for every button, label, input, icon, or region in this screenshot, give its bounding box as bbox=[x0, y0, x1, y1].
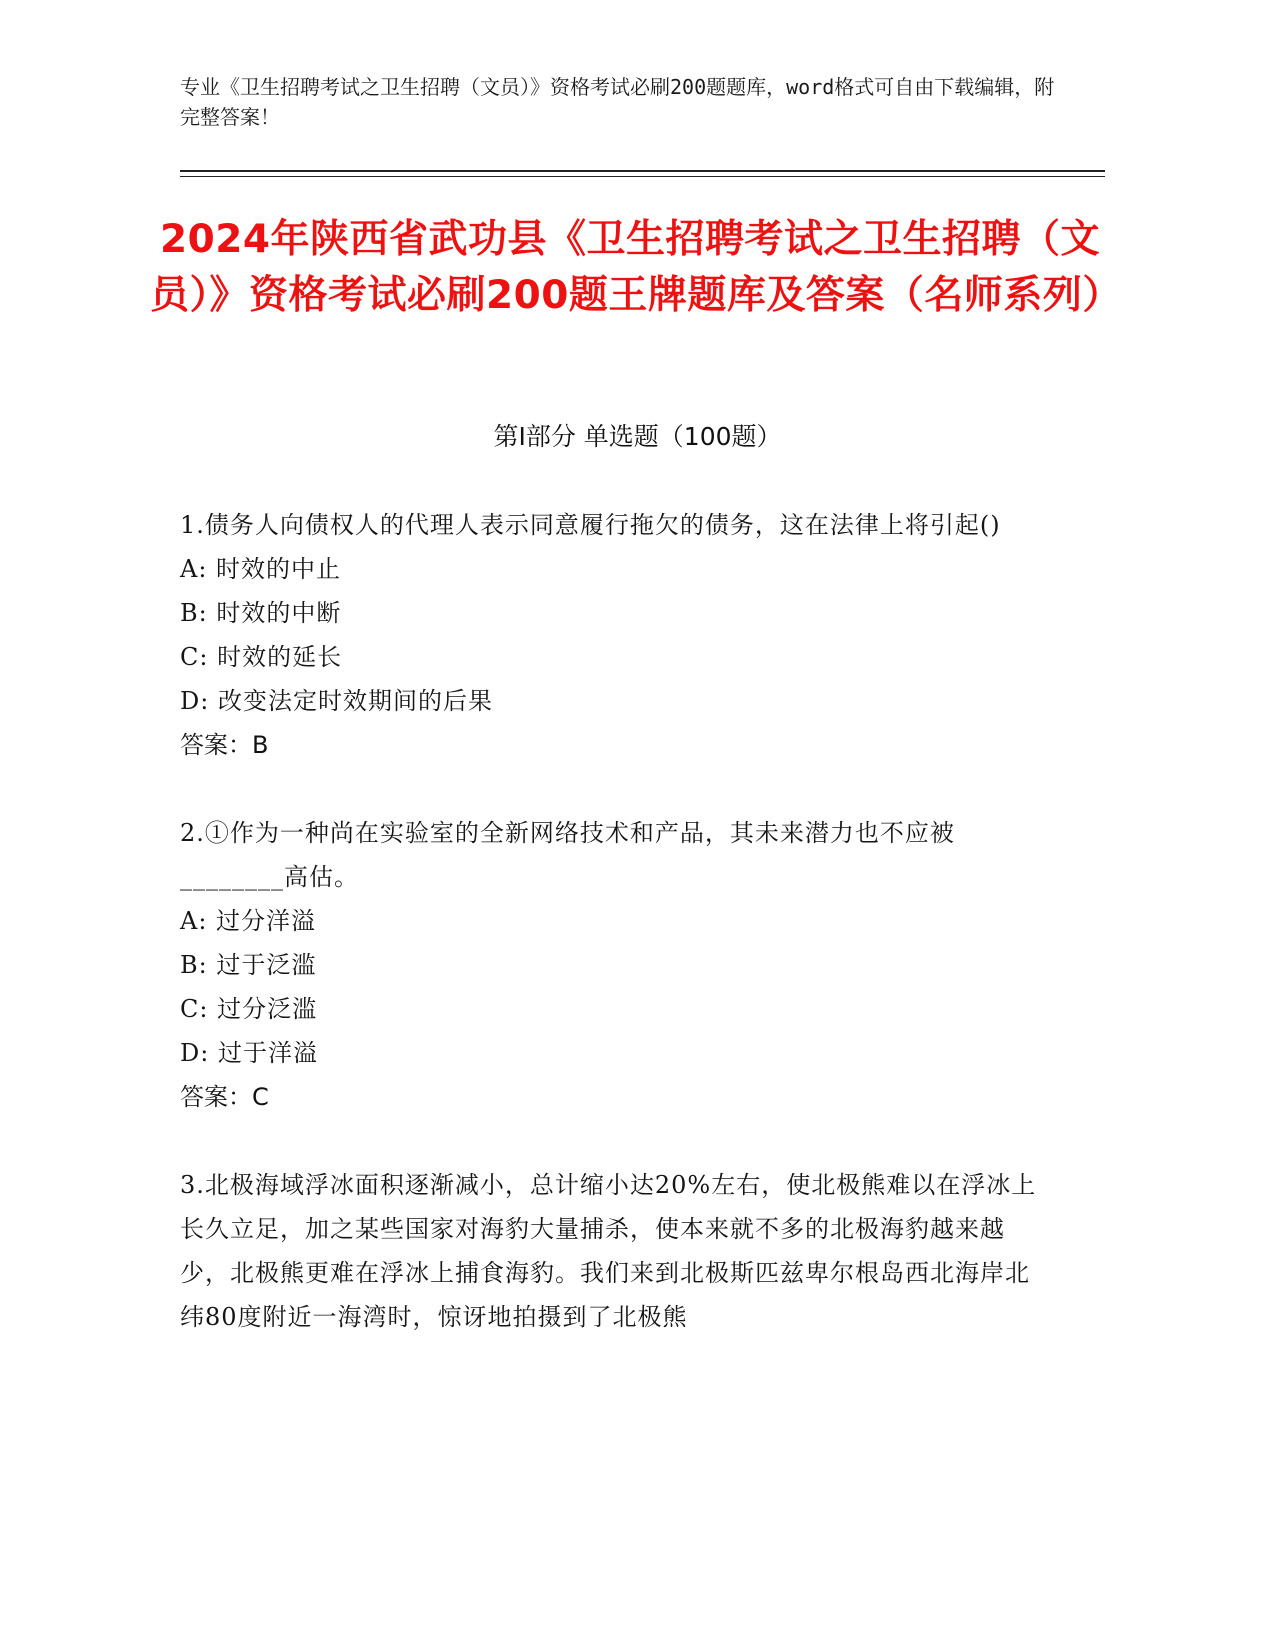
question-item bbox=[180, 503, 1040, 767]
question-list bbox=[180, 503, 1040, 1383]
question-item bbox=[180, 1163, 1040, 1339]
question-item bbox=[180, 811, 1040, 1119]
answer-line: 答案：B bbox=[180, 731, 269, 759]
document-title: 2024年陕西省武功县《卫生招聘考试之卫生招聘（文员）》资格考试必刷200题王牌题库及答案（名师系列） bbox=[150, 217, 1122, 318]
option-c: C: 过分泛滥 bbox=[180, 995, 318, 1023]
header-divider-thin bbox=[180, 176, 1105, 177]
option-a: A: 过分洋溢 bbox=[180, 907, 317, 935]
question-stem: 1.债务人向债权人的代理人表示同意履行拖欠的债务，这在法律上将引起() bbox=[180, 511, 1001, 539]
section-heading: 第Ⅰ部分 单选题（100题） bbox=[493, 422, 782, 451]
option-d: D: 过于洋溢 bbox=[180, 1039, 318, 1067]
header-note: 专业《卫生招聘考试之卫生招聘（文员）》资格考试必刷200题题库，word格式可自由下载编辑，附完整答案！ bbox=[180, 75, 1055, 129]
option-c: C: 时效的延长 bbox=[180, 643, 343, 671]
answer-line: 答案：C bbox=[180, 1083, 269, 1111]
option-b: B: 过于泛滥 bbox=[180, 951, 317, 979]
option-d: D: 改变法定时效期间的后果 bbox=[180, 687, 493, 715]
question-stem: 3.北极海域浮冰面积逐渐减小，总计缩小达20%左右，使北极熊难以在浮冰上长久立足，加之某些国家对海豹大量捕杀，使本来就不多的北极海豹越来越少，北极熊更难在浮冰上捕食海豹。我们来到北极斯匹兹卑尔根岛西北海岸北纬80度附近一海湾时，惊讶地拍摄到了北极熊 bbox=[180, 1171, 1037, 1331]
header-divider-thick bbox=[180, 170, 1105, 172]
option-b: B: 时效的中断 bbox=[180, 599, 342, 627]
option-a: A: 时效的中止 bbox=[180, 555, 342, 583]
question-stem: 2.①作为一种尚在实验室的全新网络技术和产品，其未来潜力也不应被________高估。 bbox=[180, 819, 955, 891]
